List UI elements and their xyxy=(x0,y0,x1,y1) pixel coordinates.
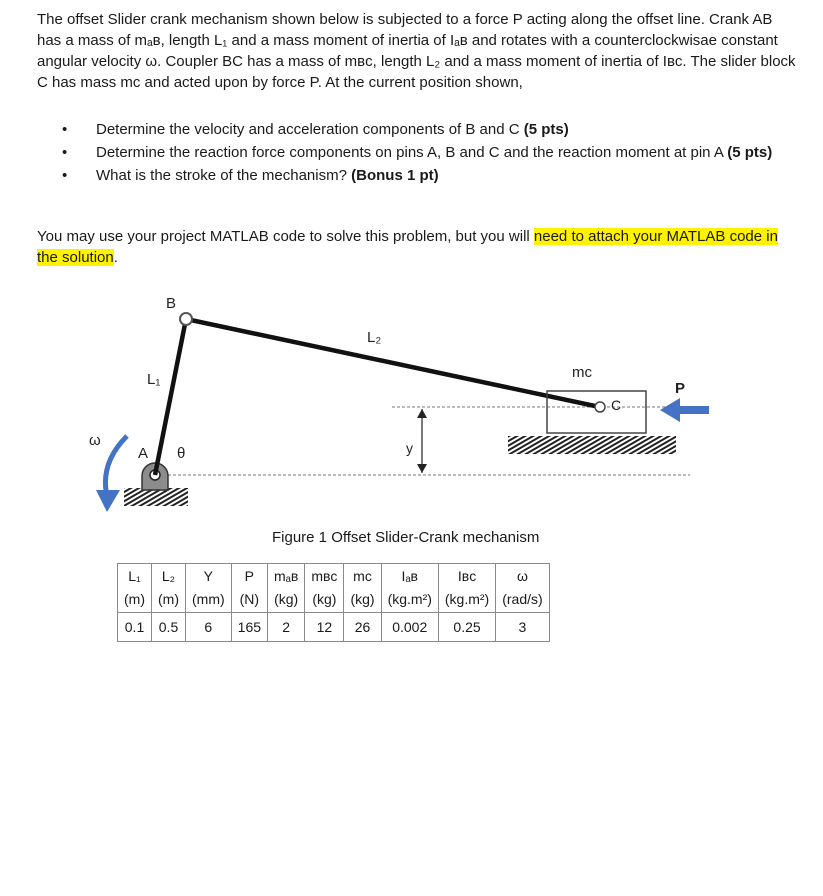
force-arrow-shaft xyxy=(676,406,709,414)
table-unit-row xyxy=(118,586,550,613)
table-header-row xyxy=(118,564,550,587)
header-cell: P xyxy=(231,564,267,587)
unit-cell: (mm) xyxy=(186,586,232,613)
value-cell: 3 xyxy=(496,613,549,642)
value-cell: 6 xyxy=(186,613,232,642)
header-cell: mᴄ xyxy=(344,564,381,587)
task-list xyxy=(62,118,797,187)
bullet-icon: • xyxy=(62,144,68,161)
note-end: . xyxy=(113,249,118,266)
label-a: A xyxy=(138,445,149,462)
problem-statement: The offset Slider crank mechanism shown below is subjected to a force P acting along the offset line. Crank AB has a mass of mₐʙ, length L₁ and a mass moment of inertia of Iₐʙ and rotates with a counterclockwisae constant angular velocity ω. Coupler BC has a mass of mʙᴄ, length L₂ and a mass moment of inertia of Iʙᴄ. The slider block C has mass mᴄ and acted upon by force P. At the current position shown, xyxy=(37,11,796,91)
label-c: C xyxy=(611,397,622,413)
label-b: B xyxy=(166,295,177,312)
header-cell: Iₐʙ xyxy=(381,564,438,587)
matlab-note xyxy=(37,226,797,268)
task-points: (Bonus 1 pt) xyxy=(351,167,439,184)
label-p: P xyxy=(675,380,686,397)
pin-b xyxy=(180,313,192,325)
value-cell: 0.1 xyxy=(118,613,152,642)
note-text: You may use your project MATLAB code to solve this problem, but you will xyxy=(37,228,534,245)
task-item xyxy=(62,118,797,141)
value-cell: 2 xyxy=(268,613,305,642)
rotation-arrow-icon xyxy=(96,490,120,512)
header-cell: L₁ xyxy=(118,564,152,587)
mechanism-diagram xyxy=(80,290,720,525)
unit-cell: (rad/s) xyxy=(496,586,549,613)
task-item xyxy=(62,141,797,164)
header-cell: Y xyxy=(186,564,232,587)
value-cell: 0.25 xyxy=(438,613,495,642)
table-value-row xyxy=(118,613,550,642)
task-points: (5 pts) xyxy=(523,121,569,138)
unit-cell: (m) xyxy=(152,586,186,613)
coupler-bc xyxy=(186,319,595,406)
unit-cell: (kg) xyxy=(305,586,344,613)
value-cell: 0.002 xyxy=(381,613,438,642)
header-cell: L₂ xyxy=(152,564,186,587)
force-arrow-icon xyxy=(660,398,680,422)
value-cell: 12 xyxy=(305,613,344,642)
arrowhead-icon xyxy=(417,409,427,418)
task-text: Determine the reaction force components on pins A, B and C and the reaction moment at pin A xyxy=(96,144,728,161)
label-theta: θ xyxy=(177,445,186,462)
unit-cell: (kg) xyxy=(268,586,305,613)
task-item xyxy=(62,164,797,187)
task-text: Determine the velocity and acceleration components of B and C xyxy=(96,121,524,138)
parameter-table xyxy=(117,563,550,642)
note-highlight: need to attach your MATLAB code in the solution xyxy=(37,228,778,266)
task-text: What is the stroke of the mechanism? xyxy=(96,167,352,184)
header-cell: ω xyxy=(496,564,549,587)
label-omega: ω xyxy=(89,432,101,449)
header-cell: mʙᴄ xyxy=(305,564,344,587)
header-cell: Iʙᴄ xyxy=(438,564,495,587)
label-y: y xyxy=(406,440,413,456)
unit-cell: (kg) xyxy=(344,586,381,613)
value-cell: 26 xyxy=(344,613,381,642)
value-cell: 165 xyxy=(231,613,267,642)
figure-caption: Figure 1 Offset Slider-Crank mechanism xyxy=(272,529,540,546)
arrowhead-icon xyxy=(417,464,427,473)
label-mc: mᴄ xyxy=(572,364,592,381)
unit-cell: (N) xyxy=(231,586,267,613)
label-l2: L₂ xyxy=(367,329,382,346)
label-l1: L₁ xyxy=(147,371,161,388)
unit-cell: (kg.m²) xyxy=(381,586,438,613)
unit-cell: (kg.m²) xyxy=(438,586,495,613)
header-cell: mₐʙ xyxy=(268,564,305,587)
task-points: (5 pts) xyxy=(727,144,773,161)
pin-c xyxy=(595,402,605,412)
unit-cell: (m) xyxy=(118,586,152,613)
ground-hatch-slider xyxy=(508,436,676,454)
bullet-icon: • xyxy=(62,121,68,138)
value-cell: 0.5 xyxy=(152,613,186,642)
bullet-icon: • xyxy=(62,167,68,184)
